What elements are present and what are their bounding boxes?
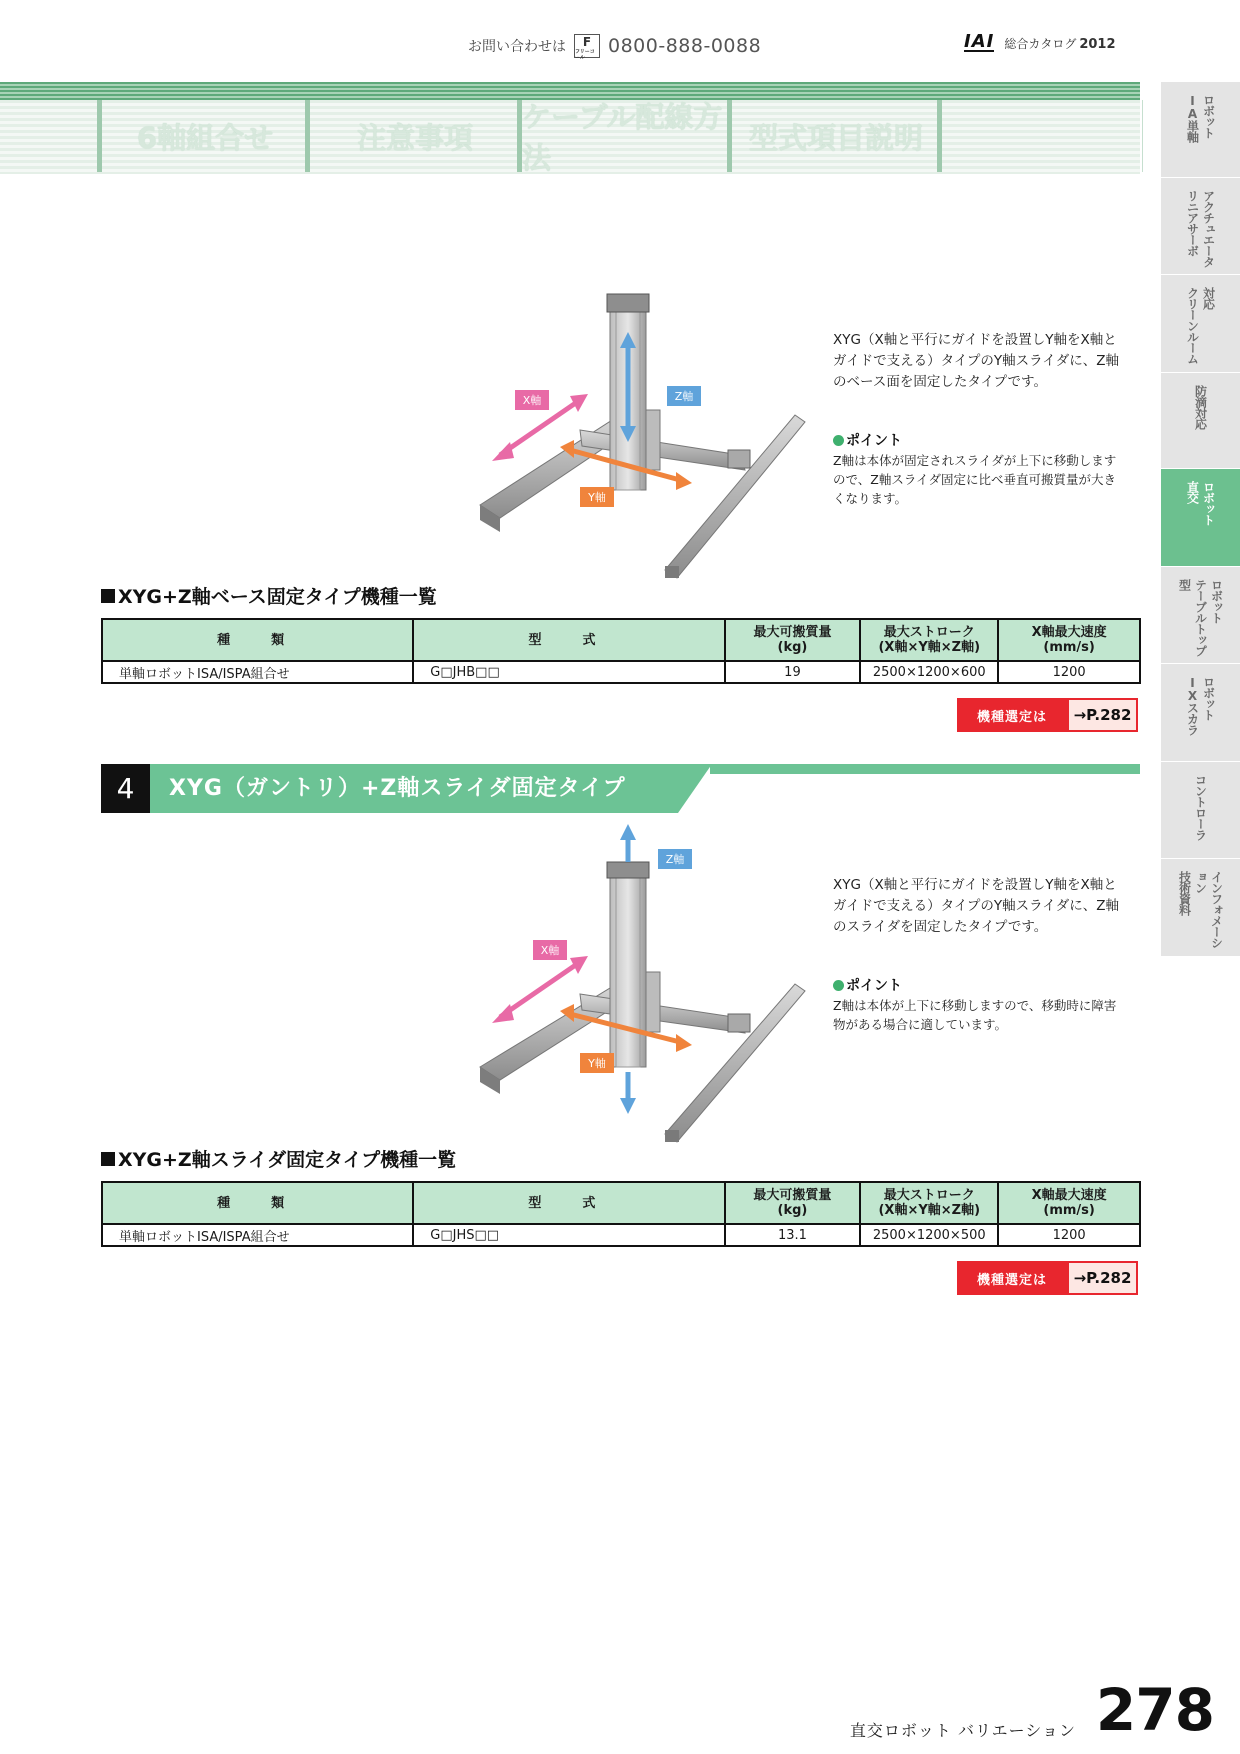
model-select-label: 機種選定は xyxy=(957,698,1067,732)
table-header-row xyxy=(102,1182,1140,1224)
cell-speed: 1200 xyxy=(998,1224,1140,1246)
cell-payload: 19 xyxy=(725,661,861,683)
point-bullet-icon xyxy=(833,435,844,446)
banner-tab-blank xyxy=(937,100,1143,172)
catalog-year: 2012 xyxy=(1079,37,1116,52)
col-header-payload: 最大可搬質量 (kg) xyxy=(725,619,861,661)
col-header-stroke: 最大ストローク (X軸×Y軸×Z軸) xyxy=(860,1182,998,1224)
col-header-model: 型 式 xyxy=(413,1182,724,1224)
cell-type: 単軸ロボットISA/ISPA組合せ xyxy=(102,661,413,683)
catalog-label: 総合カタログ xyxy=(1004,37,1077,51)
section-3-list-title xyxy=(101,582,437,609)
side-tab-label-sub: ロボット xyxy=(1201,481,1216,525)
side-tab-label-sub: ロボット xyxy=(1201,94,1216,138)
side-tab-label: IXスカラ xyxy=(1185,676,1200,735)
side-tab-label: 防滴対応 xyxy=(1193,385,1208,429)
section-3-model-select-link[interactable] xyxy=(957,698,1138,732)
side-tab-label-sub: 対応 xyxy=(1201,287,1216,309)
section-3-description: XYG（X軸と平行にガイドを設置しY軸をX軸とガイドで支える）タイプのY軸スライダに、Z軸のベース面を固定したタイプです。 xyxy=(833,332,1120,390)
side-tab-cleanroom[interactable] xyxy=(1161,275,1240,373)
cell-payload: 13.1 xyxy=(725,1224,861,1246)
col-header-stroke: 最大ストローク (X軸×Y軸×Z軸) xyxy=(860,619,998,661)
side-tab-label: 直交 xyxy=(1185,481,1200,503)
table-row xyxy=(102,661,1140,683)
side-tab-technical[interactable] xyxy=(1161,859,1240,957)
section-3-point-heading xyxy=(833,430,902,450)
side-tab-tabletop[interactable] xyxy=(1161,567,1240,664)
list-title-text: XYG+Z軸ベース固定タイプ機種一覧 xyxy=(118,586,437,608)
section-4-rule xyxy=(710,764,1140,774)
side-tab-label-sub: アクチュエータ xyxy=(1201,190,1216,267)
col-header-speed: X軸最大速度 (mm/s) xyxy=(998,619,1140,661)
banner-tab-6axis[interactable]: 6軸組合せ xyxy=(97,100,309,172)
side-tab-label: 技術資料 xyxy=(1177,871,1192,915)
footer-section-name: 直交ロボット バリエーション xyxy=(849,1721,1076,1740)
banner-tab-cautions[interactable]: 注意事項 xyxy=(305,100,521,172)
section-4-title: XYG（ガントリ）+Z軸スライダ固定タイプ xyxy=(169,776,626,801)
section-4-model-select-link[interactable] xyxy=(957,1261,1138,1295)
cell-type: 単軸ロボットISA/ISPA組合せ xyxy=(102,1224,413,1246)
cell-stroke: 2500×1200×600 xyxy=(860,661,998,683)
model-select-label: 機種選定は xyxy=(957,1261,1067,1295)
list-bullet-icon xyxy=(101,1152,115,1166)
model-select-page[interactable]: →P.282 xyxy=(1067,698,1138,732)
list-title-text: XYG+Z軸スライダ固定タイプ機種一覧 xyxy=(118,1149,457,1171)
col-header-type: 種 類 xyxy=(102,619,413,661)
list-bullet-icon xyxy=(101,589,115,603)
y-axis-label: Y軸 xyxy=(580,1053,614,1073)
side-tab-controller[interactable] xyxy=(1161,762,1240,859)
section-3-model-table xyxy=(101,618,1141,684)
side-tab-ia-single-axis[interactable] xyxy=(1161,82,1240,178)
phone-number[interactable]: 0800-888-0088 xyxy=(608,35,762,57)
col-header-speed: X軸最大速度 (mm/s) xyxy=(998,1182,1140,1224)
model-select-page[interactable]: →P.282 xyxy=(1067,1261,1138,1295)
section-4-point-text: Z軸は本体が上下に移動しますので、移動時に障害物がある場合に適しています。 xyxy=(833,998,1117,1032)
cell-model: G□JHB□□ xyxy=(413,661,724,683)
side-tab-label-sub: ロボット xyxy=(1209,579,1224,623)
table-row xyxy=(102,1224,1140,1246)
z-axis-label: Z軸 xyxy=(667,386,701,406)
z-axis-label: Z軸 xyxy=(658,849,692,869)
section-4-description: XYG（X軸と平行にガイドを設置しY軸をX軸とガイドで支える）タイプのY軸スライダに、Z軸のスライダを固定したタイプです。 xyxy=(833,877,1120,935)
freedial-badge-caption: フリーコール xyxy=(575,49,595,61)
x-axis-label: X軸 xyxy=(533,940,567,960)
side-tab-label: リニアサーボ xyxy=(1185,190,1200,256)
cell-speed: 1200 xyxy=(998,661,1140,683)
contact-label: お問い合わせは xyxy=(468,39,566,55)
side-tab-label: IA単軸 xyxy=(1185,94,1200,142)
contact-info xyxy=(468,34,762,61)
section-4-number: 4 xyxy=(101,764,150,813)
section-4-list-title xyxy=(101,1145,456,1172)
freedial-icon xyxy=(574,34,600,61)
side-tab-dripproof[interactable] xyxy=(1161,373,1240,469)
point-heading-text: ポイント xyxy=(846,978,902,994)
side-tab-label-sub: ロボット xyxy=(1201,676,1216,720)
side-tab-label: テーブルトップ型 xyxy=(1177,579,1208,656)
page-number: 278 xyxy=(1095,1676,1214,1744)
side-tab-label: コントローラ xyxy=(1193,774,1208,840)
brand-block xyxy=(964,31,1116,52)
iai-logo: IAI xyxy=(964,31,995,52)
section-3-point-text: Z軸は本体が固定されスライダが上下に移動しますので、Z軸スライダ固定に比べ垂直可搬質量が大きくなります。 xyxy=(833,453,1117,506)
cell-model: G□JHS□□ xyxy=(413,1224,724,1246)
side-tab-label-sub: インフォメーション xyxy=(1193,871,1224,948)
banner-tab-model-items[interactable]: 型式項目説明 xyxy=(727,100,941,172)
gantry-slider-fixed-illustration xyxy=(470,822,810,1152)
catalog-title xyxy=(1004,35,1115,52)
col-header-payload: 最大可搬質量 (kg) xyxy=(725,1182,861,1224)
freedial-badge-letter: F xyxy=(582,35,592,49)
cell-stroke: 2500×1200×500 xyxy=(860,1224,998,1246)
side-tab-ix-scara[interactable] xyxy=(1161,664,1240,762)
gantry-base-fixed-illustration xyxy=(470,290,810,590)
y-axis-label: Y軸 xyxy=(580,487,614,507)
col-header-model: 型 式 xyxy=(413,619,724,661)
col-header-type: 種 類 xyxy=(102,1182,413,1224)
point-heading-text: ポイント xyxy=(846,433,902,449)
x-axis-label: X軸 xyxy=(515,390,549,410)
section-4-model-table xyxy=(101,1181,1141,1247)
side-tab-label: クリーンルーム xyxy=(1185,287,1200,364)
side-tab-cartesian[interactable] xyxy=(1161,469,1240,567)
table-header-row xyxy=(102,619,1140,661)
side-tab-linear-servo[interactable] xyxy=(1161,178,1240,275)
banner-tab-cable-wiring[interactable]: ケーブル配線方法 xyxy=(517,100,731,172)
section-4-point-heading xyxy=(833,975,902,995)
point-bullet-icon xyxy=(833,980,844,991)
